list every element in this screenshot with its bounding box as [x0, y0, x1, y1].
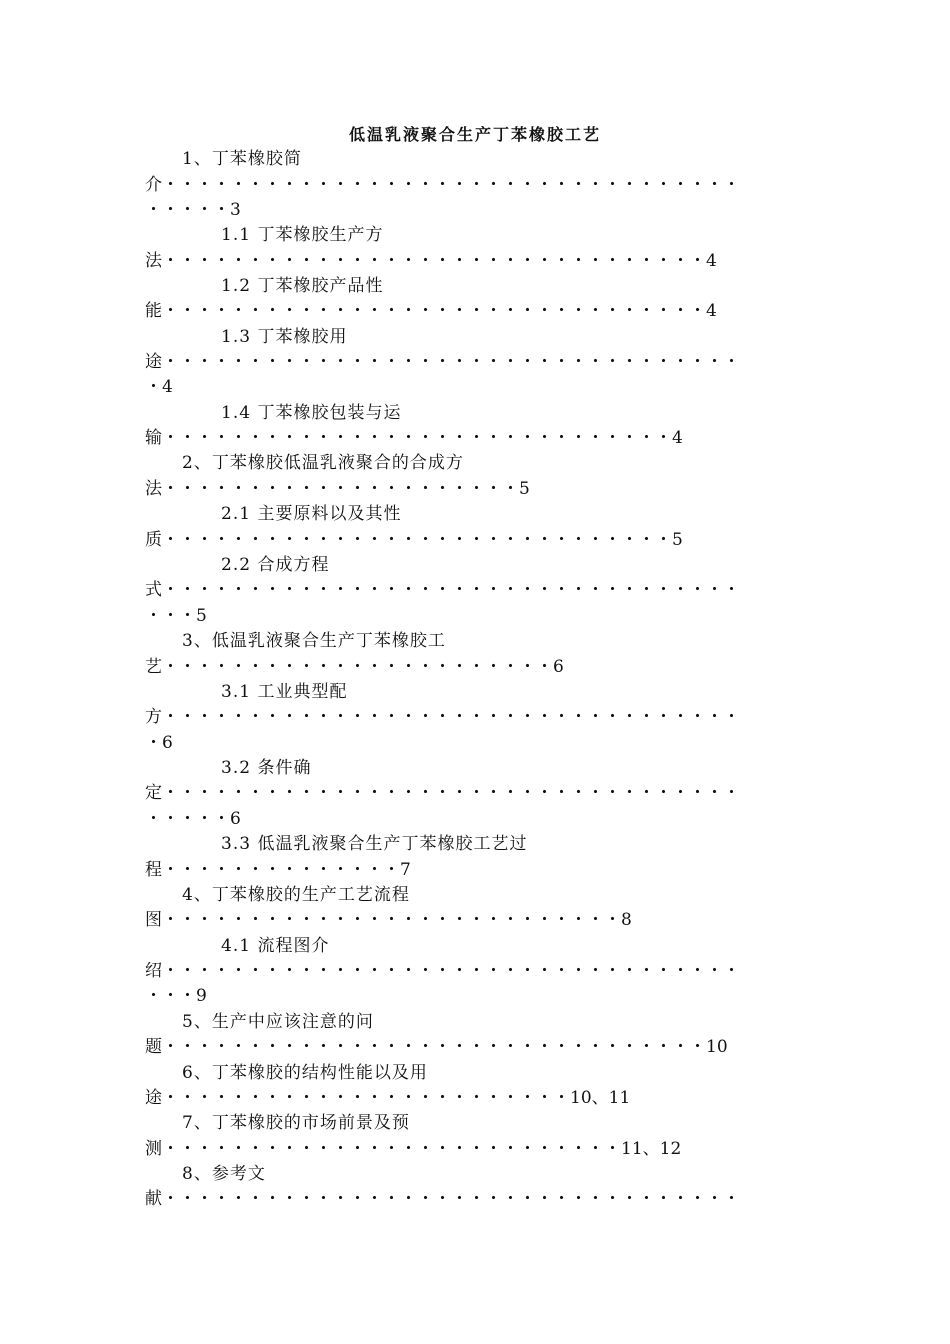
toc-line: 1.1 丁苯橡胶生产方 — [221, 225, 384, 245]
toc-line: 题・・・・・・・・・・・・・・・・・・・・・・・・・・・・・・・・10 — [145, 1037, 728, 1057]
toc-line: 献・・・・・・・・・・・・・・・・・・・・・・・・・・・・・・・・・・ — [145, 1189, 740, 1209]
toc-line: 质・・・・・・・・・・・・・・・・・・・・・・・・・・・・・・5 — [145, 530, 683, 550]
toc-line: 图・・・・・・・・・・・・・・・・・・・・・・・・・・・8 — [145, 910, 632, 930]
toc-line: 艺・・・・・・・・・・・・・・・・・・・・・・・6 — [145, 657, 564, 677]
toc-line: 途・・・・・・・・・・・・・・・・・・・・・・・・・・・・・・・・・・ — [145, 352, 740, 372]
document-title: 低温乳液聚合生产丁苯橡胶工艺 — [348, 125, 601, 144]
toc-line: 法・・・・・・・・・・・・・・・・・・・・・5 — [145, 479, 530, 499]
toc-line: ・4 — [145, 377, 173, 397]
toc-line: 方・・・・・・・・・・・・・・・・・・・・・・・・・・・・・・・・・・ — [145, 707, 740, 727]
toc-line: 2.2 合成方程 — [221, 555, 330, 575]
toc-line: 3.3 低温乳液聚合生产丁苯橡胶工艺过 — [221, 834, 528, 854]
toc-line: 介・・・・・・・・・・・・・・・・・・・・・・・・・・・・・・・・・・ — [145, 175, 740, 195]
toc-line: ・・・・・3 — [145, 200, 241, 220]
toc-line: 3、低温乳液聚合生产丁苯橡胶工 — [182, 631, 446, 651]
toc-line: 测・・・・・・・・・・・・・・・・・・・・・・・・・・・11、12 — [145, 1139, 682, 1159]
toc-line: ・・・・・6 — [145, 809, 241, 829]
toc-line: 8、参考文 — [182, 1164, 266, 1184]
toc-line: 4、丁苯橡胶的生产工艺流程 — [182, 885, 410, 905]
toc-line: ・・・9 — [145, 986, 207, 1006]
toc-line: 4.1 流程图介 — [221, 936, 330, 956]
toc-line: 式・・・・・・・・・・・・・・・・・・・・・・・・・・・・・・・・・・ — [145, 580, 740, 600]
toc-line: ・6 — [145, 733, 173, 753]
toc-line: 7、丁苯橡胶的市场前景及预 — [182, 1113, 410, 1133]
toc-line: 绍・・・・・・・・・・・・・・・・・・・・・・・・・・・・・・・・・・ — [145, 961, 740, 981]
toc-line: 2、丁苯橡胶低温乳液聚合的合成方 — [182, 453, 464, 473]
toc-line: 5、生产中应该注意的问 — [182, 1012, 374, 1032]
toc-line: 3.2 条件确 — [221, 758, 312, 778]
toc-line: 1.3 丁苯橡胶用 — [221, 327, 348, 347]
toc-line: 法・・・・・・・・・・・・・・・・・・・・・・・・・・・・・・・・4 — [145, 251, 717, 271]
toc-line: 6、丁苯橡胶的结构性能以及用 — [182, 1063, 428, 1083]
toc-line: 程・・・・・・・・・・・・・・7 — [145, 860, 411, 880]
toc-line: 1.2 丁苯橡胶产品性 — [221, 276, 384, 296]
toc-line: ・・・5 — [145, 606, 207, 626]
toc-line: 3.1 工业典型配 — [221, 682, 348, 702]
toc-line: 定・・・・・・・・・・・・・・・・・・・・・・・・・・・・・・・・・・ — [145, 783, 740, 803]
toc-line: 输・・・・・・・・・・・・・・・・・・・・・・・・・・・・・・4 — [145, 428, 683, 448]
toc-line: 能・・・・・・・・・・・・・・・・・・・・・・・・・・・・・・・・4 — [145, 301, 717, 321]
toc-line: 2.1 主要原料以及其性 — [221, 504, 402, 524]
toc-line: 1、丁苯橡胶简 — [182, 149, 302, 169]
toc-line: 1.4 丁苯橡胶包装与运 — [221, 403, 402, 423]
toc-line: 途・・・・・・・・・・・・・・・・・・・・・・・・10、11 — [145, 1088, 631, 1108]
